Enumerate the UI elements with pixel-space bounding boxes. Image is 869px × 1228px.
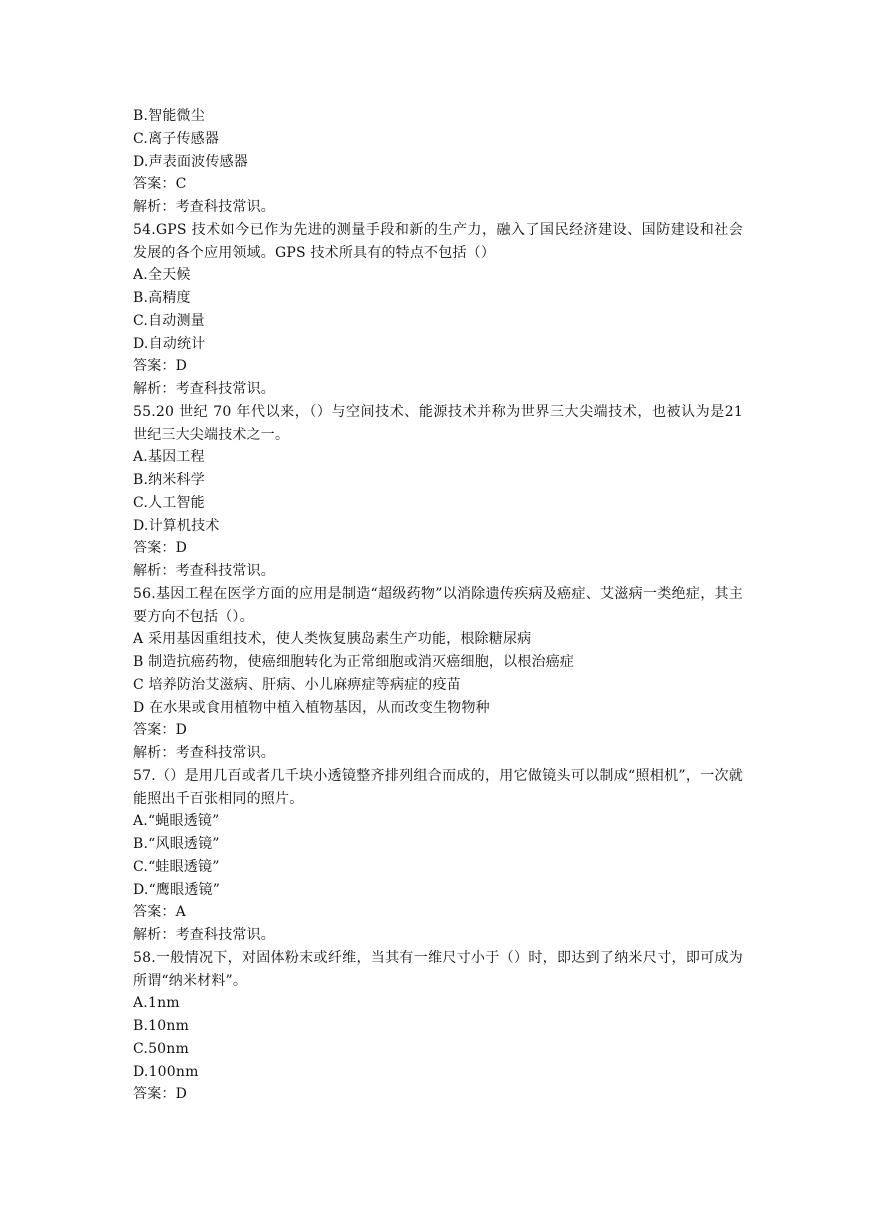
question-56: 56.基因工程在医学方面的应用是制造“超级药物”以消除遗传疾病及癌症、艾滋病一类绝症，其主要方向不包括（）。 xyxy=(133,585,743,625)
question-56-option-d: D 在水果或食用植物中植入植物基因，从而改变生物物种 xyxy=(133,699,490,716)
question-55-option-d: D.计算机技术 xyxy=(133,517,220,534)
answer-56: 答案：D xyxy=(133,722,188,739)
question-54-option-c: C.自动测量 xyxy=(133,312,205,329)
answer-55: 答案：D xyxy=(133,540,188,557)
question-54-option-b: B.高精度 xyxy=(133,290,191,306)
analysis-55: 解析：考查科技常识。 xyxy=(133,563,275,579)
question-56-option-c: C 培养防治艾滋病、肝病、小儿麻痹症等病症的疫苗 xyxy=(133,676,461,693)
question-58-option-b: B.10nm xyxy=(133,1018,190,1034)
question-55-option-a: A.基因工程 xyxy=(133,449,205,466)
document-page xyxy=(133,105,743,1106)
answer-57: 答案：A xyxy=(133,904,186,921)
question-55-option-c: C.人工智能 xyxy=(133,494,205,511)
question-58-option-c: C.50nm xyxy=(133,1040,189,1057)
answer-54: 答案：D xyxy=(133,358,188,375)
question-58: 58.一般情况下，对固体粉末或纤维，当其有一维尺寸小于（）时，即达到了纳米尺寸，即可成为所谓“纳米材料”。 xyxy=(133,949,743,989)
question-54-option-a: A.全天候 xyxy=(133,267,191,284)
question-58-option-a: A.1nm xyxy=(133,995,180,1012)
analysis-53: 解析：考查科技常识。 xyxy=(133,199,275,215)
question-57: 57.（）是用几百或者几千块小透镜整齐排列组合而成的，用它做镜头可以制成“照相机”，一次就能照出千百张相同的照片。 xyxy=(133,767,743,807)
answer-58: 答案：D xyxy=(133,1086,188,1103)
answer-53: 答案：C xyxy=(133,176,187,193)
analysis-57: 解析：考查科技常识。 xyxy=(133,927,275,943)
question-57-option-a: A.“蝇眼透镜” xyxy=(133,813,220,830)
question-54: 54.GPS 技术如今已作为先进的测量手段和新的生产力，融入了国民经济建设、国防建设和社会发展的各个应用领域。GPS 技术所具有的特点不包括（） xyxy=(133,221,743,261)
question-57-option-c: C.“蛙眼透镜” xyxy=(133,858,220,875)
option-b-smart-dust: B.智能微尘 xyxy=(133,108,205,124)
question-56-option-b: B 制造抗癌药物，使癌细胞转化为正常细胞或消灭癌细胞，以根治癌症 xyxy=(133,654,575,670)
question-54-option-d: D.自动统计 xyxy=(133,335,206,352)
question-55-option-b: B.纳米科学 xyxy=(133,472,205,488)
analysis-54: 解析：考查科技常识。 xyxy=(133,381,275,397)
question-56-option-a: A 采用基因重组技术，使人类恢复胰岛素生产功能，根除糖尿病 xyxy=(133,631,532,648)
option-d-saw-sensor: D.声表面波传感器 xyxy=(133,153,248,170)
question-57-option-d: D.“鹰眼透镜” xyxy=(133,881,221,898)
question-55: 55.20 世纪 70 年代以来，（）与空间技术、能源技术并称为世界三大尖端技术，也被认为是21 世纪三大尖端技术之一。 xyxy=(133,403,743,443)
question-58-option-d: D.100nm xyxy=(133,1063,199,1080)
analysis-56: 解析：考查科技常识。 xyxy=(133,745,275,761)
question-57-option-b: B.“风眼透镜” xyxy=(133,836,220,852)
option-c-ion-sensor: C.离子传感器 xyxy=(133,130,220,147)
